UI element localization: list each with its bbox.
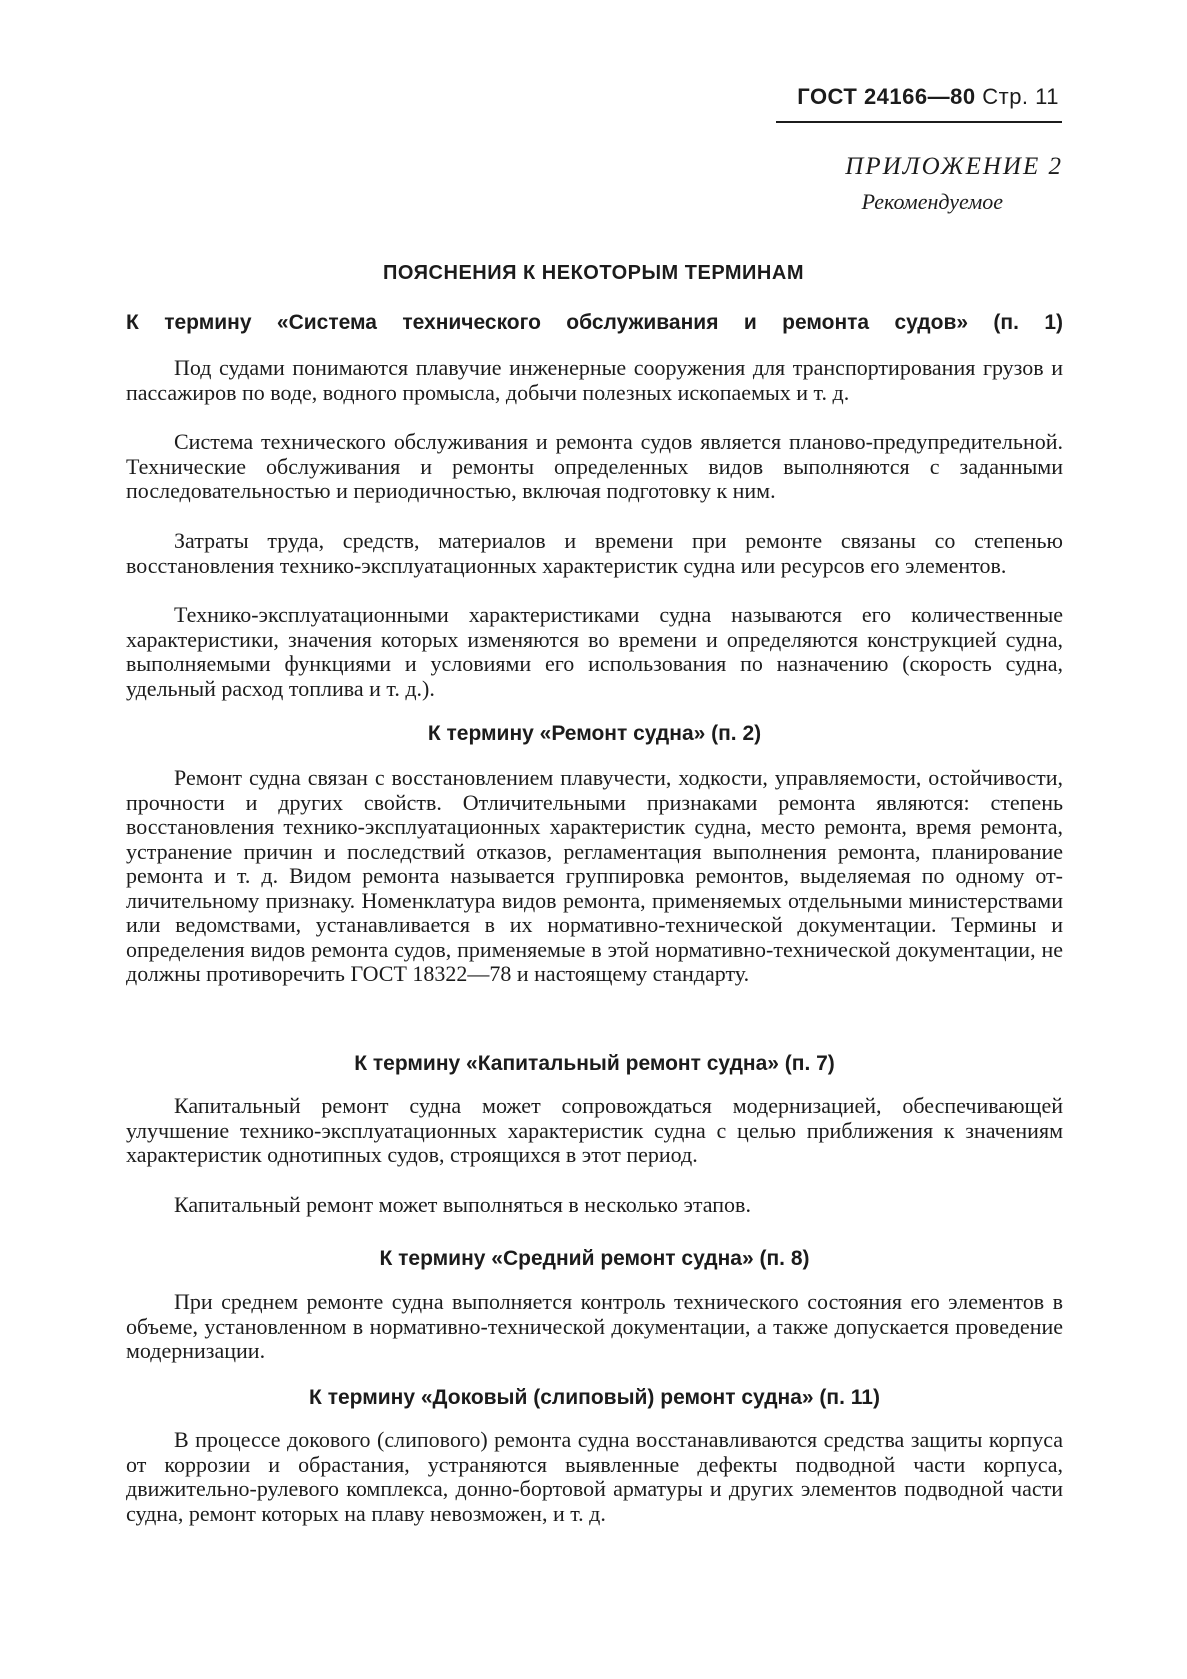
section-title: К термину «Доковый (слиповый) ремонт судна» (п. 11) xyxy=(309,1386,880,1409)
paragraph: Капитальный ремонт судна может сопровождаться модернизацией, обеспечивающей улучшение технико-эксплуатационных характеристик судна с целью приближения к значениям характеристик однотипных судов, строящихся в этот период. xyxy=(126,1093,1063,1167)
paragraph: В процессе докового (слипового) ремонта судна восстанавливаются средства защиты корпуса от коррозии и обрастания, устраняются выявленные дефекты подводной части корпуса, движительно-рулевого комплекса, донно-бортовой арматуры и других элементов подводной части судна, ремонт которых на плаву невозможен, и т. д. xyxy=(126,1427,1063,1526)
section-title: К термину «Ремонт судна» (п. 2) xyxy=(427,722,762,745)
annex-title: ПРИЛОЖЕНИЕ 2 xyxy=(845,153,1063,180)
section-title: К термину «Капитальный ремонт судна» (п. 7) xyxy=(354,1052,835,1075)
paragraph: Капитальный ремонт может выполняться в несколько этапов. xyxy=(174,1192,751,1217)
paragraph: Затраты труда, средств, материалов и времени при ремонте связаны со степенью восстановления технико-эксплуатационных характеристик судна или ресурсов его элементов. xyxy=(126,528,1063,578)
paragraph: Система технического обслуживания и ремонта судов является планово-предупредительной. Технические обслуживания и ремонты определенных видов выполняются с заданными последовательностью и периодичностью, включая подготовку к ним. xyxy=(126,429,1063,503)
section-title: К термину «Средний ремонт судна» (п. 8) xyxy=(379,1247,810,1270)
main-title: ПОЯСНЕНИЯ К НЕКОТОРЫМ ТЕРМИНАМ xyxy=(383,262,804,284)
standard-number: ГОСТ 24166—80 xyxy=(797,84,976,109)
section-title: К термину «Система технического обслуживания и ремонта судов» (п. 1) xyxy=(126,311,1063,334)
page-number: Стр. 11 xyxy=(982,84,1059,109)
header-rule xyxy=(776,121,1062,123)
paragraph: Технико-эксплуатационными характеристиками судна называются его количественные характеристики, значения которых изменяются во времени и определяются конструкцией судна, выполняемыми функциями и условиями его использования по назначению (скорость судна, удельный расход топлива и т. д.). xyxy=(126,602,1063,701)
paragraph: Ремонт судна связан с восстановлением плавучести, ходкости, управляемости, остойчивости, прочности и других свойств. Отличительными признаками ремонта являются: степень восстановления технико-эксплуатационных характеристик судна, место ремонта, время ремонта, устранение причин и последствий отказов, регламентация выполнения ремонта, планирование ремонта и т. д. Видом ремонта называется группировка ремонтов, выделяемая по одному отличительному признаку. Номенклатура видов ремонта, применяемых отдельными министерствами или ведомствами, устанавливается в их нормативно-технической документации. Термины и определения видов ремонта судов, применяемые в этой нормативно-технической документации, не должны противоречить ГОСТ 18322—78 и настоящему стандарту. xyxy=(126,765,1063,986)
paragraph: Под судами понимаются плавучие инженерные сооружения для транспортирования грузов и пассажиров по воде, водного промысла, добычи полезных ископаемых и т. д. xyxy=(126,355,1063,405)
paragraph: При среднем ремонте судна выполняется контроль технического состояния его элементов в объеме, установленном в нормативно-технической документации, а также допускается проведение модернизации. xyxy=(126,1289,1063,1363)
annex-status: Рекомендуемое xyxy=(861,189,1003,214)
running-header xyxy=(797,84,1059,110)
